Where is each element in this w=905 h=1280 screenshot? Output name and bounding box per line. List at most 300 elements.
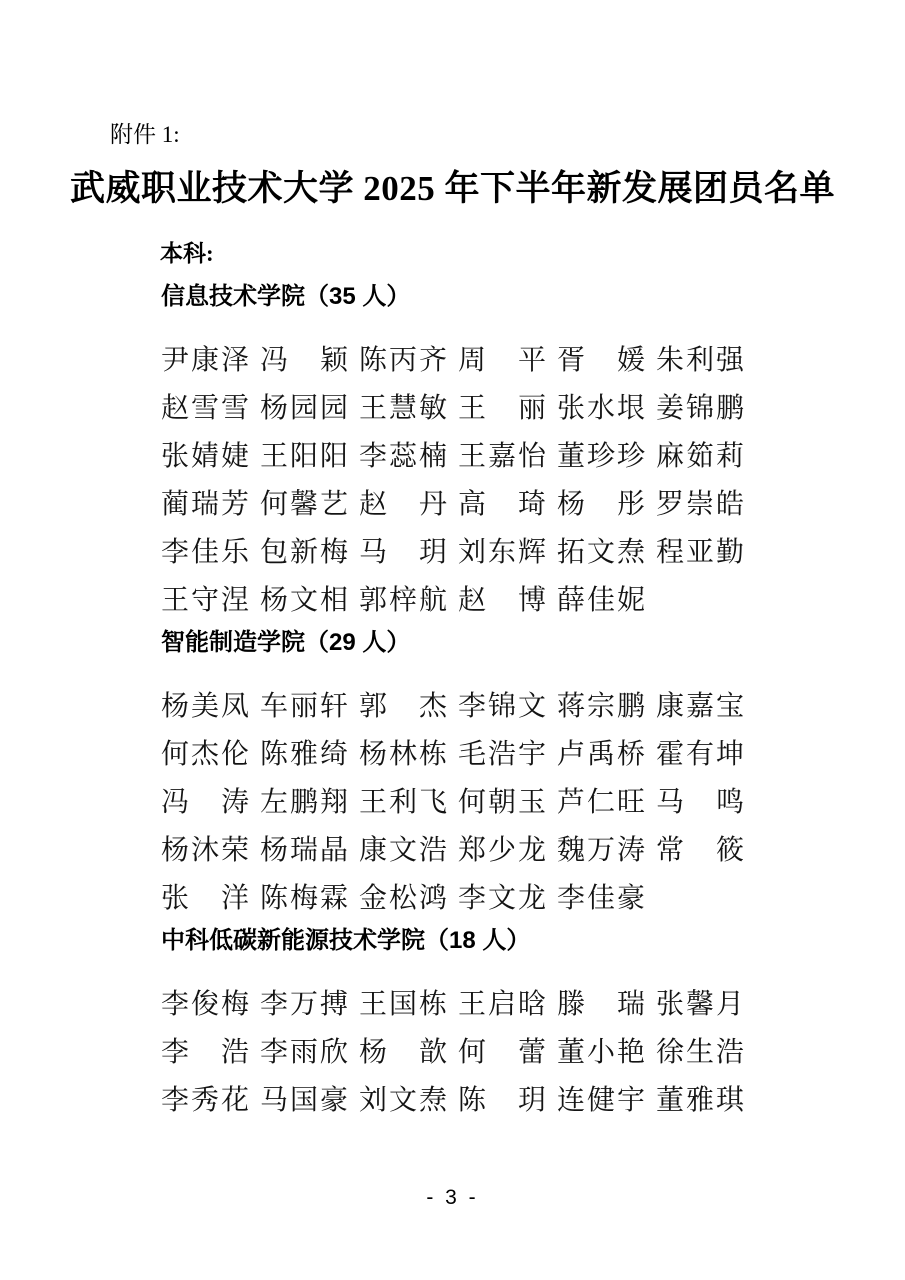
member-name: [260, 732, 348, 772]
name-char: 连: [557, 1085, 586, 1116]
member-name: [161, 780, 249, 820]
name-char: 文: [289, 585, 318, 616]
member-name: [458, 732, 546, 772]
member-name: [161, 982, 249, 1022]
member-name: [260, 780, 348, 820]
name-char: 有: [685, 739, 714, 770]
name-char: 马: [359, 537, 388, 568]
section-header: 中科低碳新能源技术学院（18 人）: [161, 927, 531, 954]
name-char: 万: [586, 835, 615, 866]
name-char: 翔: [319, 787, 348, 818]
member-name: [656, 982, 744, 1022]
name-row: [161, 478, 747, 526]
name-char: 健: [586, 1085, 615, 1116]
member-name: [656, 780, 744, 820]
name-char: 朝: [487, 787, 516, 818]
member-name: [458, 482, 546, 522]
name-char: 王: [260, 441, 289, 472]
name-char: 珍: [616, 441, 645, 472]
name-char: 晶: [319, 835, 348, 866]
name-char: 媛: [616, 345, 645, 376]
name-char: 涛: [616, 835, 645, 866]
name-char: 新: [289, 537, 318, 568]
name-char: 歆: [418, 1037, 447, 1068]
name-char: 博: [517, 585, 546, 616]
name-char: 李: [161, 537, 190, 568]
name-char: 李: [161, 989, 190, 1020]
name-char: 锦: [685, 393, 714, 424]
name-char: 筎: [685, 441, 714, 472]
name-char: 杰: [190, 739, 219, 770]
member-name: [458, 434, 546, 474]
name-char: 彤: [616, 489, 645, 520]
name-char: 雪: [220, 393, 249, 424]
name-char: 轩: [319, 691, 348, 722]
name-char: 艳: [616, 1037, 645, 1068]
name-char: 董: [557, 441, 586, 472]
member-name: [359, 732, 447, 772]
name-char: 董: [656, 1085, 685, 1116]
name-char: 滕: [557, 989, 586, 1020]
name-char: 罗: [656, 489, 685, 520]
name-char: 宇: [616, 1085, 645, 1116]
name-char: 辉: [517, 537, 546, 568]
member-name: [359, 482, 447, 522]
name-char: 航: [418, 585, 447, 616]
name-char: 陈: [260, 883, 289, 914]
member-name: [260, 530, 348, 570]
member-name: [260, 338, 348, 378]
name-char: 周: [458, 345, 487, 376]
page-number: - 3 -: [426, 1186, 479, 1209]
name-char: 齐: [418, 345, 447, 376]
name-char: 王: [161, 585, 190, 616]
name-char: 王: [458, 989, 487, 1020]
name-char: 坤: [715, 739, 744, 770]
name-row: [161, 872, 747, 920]
name-row: [161, 824, 747, 872]
name-char: 慧: [388, 393, 417, 424]
name-char: 杨: [359, 739, 388, 770]
name-char: 勤: [715, 537, 744, 568]
name-char: 拓: [557, 537, 586, 568]
name-char: 蒋: [557, 691, 586, 722]
member-name: [656, 482, 744, 522]
name-char: 莉: [715, 441, 744, 472]
member-name: [359, 1030, 447, 1070]
name-char: 王: [458, 393, 487, 424]
name-char: 东: [487, 537, 516, 568]
member-name: [656, 1030, 744, 1070]
name-row: [161, 776, 747, 824]
name-char: 郭: [359, 691, 388, 722]
name-char: 冯: [260, 345, 289, 376]
member-name: [260, 482, 348, 522]
name-char: 花: [220, 1085, 249, 1116]
member-name: [656, 530, 744, 570]
member-name: [458, 530, 546, 570]
name-char: 泽: [220, 345, 249, 376]
member-name: [458, 876, 546, 916]
name-char: 雅: [685, 1085, 714, 1116]
name-char: 鸿: [418, 883, 447, 914]
name-char: 阳: [319, 441, 348, 472]
member-name: [359, 578, 447, 618]
name-char: 程: [656, 537, 685, 568]
member-name: [359, 780, 447, 820]
name-char: 水: [586, 393, 615, 424]
member-name: [359, 386, 447, 426]
name-char: 焘: [418, 1085, 447, 1116]
name-char: 王: [359, 989, 388, 1020]
member-sections: [161, 280, 761, 1122]
member-name: [359, 684, 447, 724]
name-char: 垠: [616, 393, 645, 424]
member-name: [656, 338, 744, 378]
name-char: 康: [656, 691, 685, 722]
member-name: [260, 434, 348, 474]
name-char: 颖: [319, 345, 348, 376]
name-char: 平: [517, 345, 546, 376]
name-char: 玥: [418, 537, 447, 568]
member-name: [161, 338, 249, 378]
name-char: 芦: [557, 787, 586, 818]
name-char: 沐: [190, 835, 219, 866]
name-char: 赵: [458, 585, 487, 616]
name-char: 常: [656, 835, 685, 866]
name-char: 婕: [220, 441, 249, 472]
member-name: [656, 684, 744, 724]
name-char: 崇: [685, 489, 714, 520]
name-char: 怡: [517, 441, 546, 472]
member-name: [359, 530, 447, 570]
name-char: 鹏: [616, 691, 645, 722]
name-row: [161, 728, 747, 776]
name-char: 杨: [260, 835, 289, 866]
name-char: 张: [656, 989, 685, 1020]
member-name: [656, 732, 744, 772]
name-char: 婧: [190, 441, 219, 472]
name-char: 欣: [319, 1037, 348, 1068]
college-section: [161, 280, 761, 622]
name-char: 马: [656, 787, 685, 818]
name-char: 筱: [715, 835, 744, 866]
name-char: 秀: [190, 1085, 219, 1116]
member-name: [656, 386, 744, 426]
name-char: 文: [586, 537, 615, 568]
name-char: 嘉: [685, 691, 714, 722]
name-row: [161, 574, 747, 622]
name-char: 皓: [715, 489, 744, 520]
name-char: 李: [260, 989, 289, 1020]
name-char: 启: [487, 989, 516, 1020]
college-section: [161, 924, 761, 1122]
section-header: 信息技术学院（35 人）: [161, 283, 411, 310]
name-char: 刘: [359, 1085, 388, 1116]
name-char: 文: [487, 883, 516, 914]
member-name: [161, 530, 249, 570]
name-char: 李: [161, 1085, 190, 1116]
name-char: 梅: [289, 883, 318, 914]
name-char: 鸣: [715, 787, 744, 818]
name-char: 涛: [220, 787, 249, 818]
name-char: 李: [458, 883, 487, 914]
name-char: 瑞: [190, 489, 219, 520]
name-char: 乐: [220, 537, 249, 568]
name-row: [161, 382, 747, 430]
member-name: [161, 876, 249, 916]
name-char: 松: [388, 883, 417, 914]
name-char: 金: [359, 883, 388, 914]
member-name: [656, 434, 744, 474]
name-char: 雨: [289, 1037, 318, 1068]
member-name: [359, 434, 447, 474]
member-name: [458, 386, 546, 426]
name-char: 亚: [685, 537, 714, 568]
member-name: [458, 1078, 546, 1118]
name-char: 守: [190, 585, 219, 616]
name-row: [161, 978, 747, 1026]
member-name: [458, 828, 546, 868]
name-char: 浩: [715, 1037, 744, 1068]
member-name: [458, 780, 546, 820]
name-char: 阳: [289, 441, 318, 472]
member-name: [557, 1078, 645, 1118]
name-char: 何: [458, 1037, 487, 1068]
name-char: 搏: [319, 989, 348, 1020]
name-char: 妮: [616, 585, 645, 616]
name-char: 馨: [289, 489, 318, 520]
name-char: 月: [715, 989, 744, 1020]
name-char: 佳: [586, 883, 615, 914]
name-char: 浩: [220, 1037, 249, 1068]
page-title: 武威职业技术大学 2025 年下半年新发展团员名单: [69, 169, 835, 208]
name-row: [161, 430, 747, 478]
name-char: 刘: [458, 537, 487, 568]
member-name: [557, 578, 645, 618]
member-name: [557, 732, 645, 772]
name-char: 宗: [586, 691, 615, 722]
name-char: 宝: [715, 691, 744, 722]
member-name: [161, 578, 249, 618]
name-char: 梓: [388, 585, 417, 616]
name-char: 胥: [557, 345, 586, 376]
name-char: 禹: [586, 739, 615, 770]
level-label: 本科:: [160, 241, 214, 266]
name-char: 朱: [656, 345, 685, 376]
name-char: 飞: [418, 787, 447, 818]
name-char: 康: [190, 345, 219, 376]
name-char: 徐: [656, 1037, 685, 1068]
member-name: [656, 828, 744, 868]
name-char: 文: [388, 835, 417, 866]
name-char: 蔺: [161, 489, 190, 520]
name-char: 栋: [418, 739, 447, 770]
name-char: 浩: [487, 739, 516, 770]
name-char: 张: [161, 441, 190, 472]
name-char: 园: [289, 393, 318, 424]
name-char: 宇: [517, 739, 546, 770]
member-name: [458, 338, 546, 378]
name-char: 鹏: [289, 787, 318, 818]
name-char: 郭: [359, 585, 388, 616]
member-name: [359, 982, 447, 1022]
name-char: 杨: [260, 393, 289, 424]
name-char: 车: [260, 691, 289, 722]
name-char: 艺: [319, 489, 348, 520]
name-char: 园: [319, 393, 348, 424]
name-row: [161, 1074, 747, 1122]
name-char: 陈: [260, 739, 289, 770]
name-char: 王: [359, 393, 388, 424]
name-char: 鹏: [715, 393, 744, 424]
name-char: 梅: [319, 537, 348, 568]
name-char: 小: [586, 1037, 615, 1068]
attachment-label: 附件 1:: [110, 122, 180, 147]
member-name: [359, 828, 447, 868]
name-char: 杨: [359, 1037, 388, 1068]
name-char: 龙: [517, 835, 546, 866]
name-char: 尹: [161, 345, 190, 376]
name-char: 霍: [656, 739, 685, 770]
name-char: 陈: [359, 345, 388, 376]
member-name: [260, 982, 348, 1022]
name-char: 瑞: [289, 835, 318, 866]
name-char: 陈: [458, 1085, 487, 1116]
member-name: [557, 684, 645, 724]
name-char: 张: [161, 883, 190, 914]
name-char: 龙: [517, 883, 546, 914]
member-name: [557, 828, 645, 868]
name-char: 绮: [319, 739, 348, 770]
member-name: [260, 876, 348, 916]
name-char: 豪: [319, 1085, 348, 1116]
member-name: [161, 684, 249, 724]
member-name: [557, 1030, 645, 1070]
member-name: [359, 1078, 447, 1118]
name-char: 雅: [289, 739, 318, 770]
member-name: [260, 578, 348, 618]
name-char: 国: [388, 989, 417, 1020]
name-char: 佳: [586, 585, 615, 616]
college-section: [161, 626, 761, 920]
name-char: 文: [388, 1085, 417, 1116]
member-name: [557, 434, 645, 474]
name-char: 国: [289, 1085, 318, 1116]
member-name: [161, 386, 249, 426]
member-name: [260, 828, 348, 868]
name-char: 伦: [220, 739, 249, 770]
name-char: 锦: [487, 691, 516, 722]
name-char: 霖: [319, 883, 348, 914]
member-name: [161, 1078, 249, 1118]
member-name: [557, 338, 645, 378]
name-char: 敏: [418, 393, 447, 424]
member-name: [557, 530, 645, 570]
member-name: [557, 386, 645, 426]
name-char: 俊: [190, 989, 219, 1020]
name-char: 利: [685, 345, 714, 376]
member-name: [161, 434, 249, 474]
name-char: 涅: [220, 585, 249, 616]
name-char: 赵: [359, 489, 388, 520]
name-char: 珍: [586, 441, 615, 472]
name-char: 冯: [161, 787, 190, 818]
name-char: 杨: [161, 835, 190, 866]
name-char: 晗: [517, 989, 546, 1020]
member-name: [557, 780, 645, 820]
name-char: 浩: [418, 835, 447, 866]
member-name: [458, 578, 546, 618]
member-name: [359, 876, 447, 916]
name-char: 何: [260, 489, 289, 520]
member-name: [557, 876, 645, 916]
name-char: 旺: [616, 787, 645, 818]
member-name: [161, 732, 249, 772]
name-char: 林: [388, 739, 417, 770]
name-char: 丽: [517, 393, 546, 424]
name-char: 瑞: [616, 989, 645, 1020]
name-char: 李: [557, 883, 586, 914]
name-char: 文: [517, 691, 546, 722]
name-char: 蕊: [388, 441, 417, 472]
name-char: 嘉: [487, 441, 516, 472]
name-char: 薛: [557, 585, 586, 616]
section-header: 智能制造学院（29 人）: [161, 629, 411, 656]
name-char: 梅: [220, 989, 249, 1020]
name-char: 康: [359, 835, 388, 866]
name-char: 杨: [557, 489, 586, 520]
member-name: [458, 1030, 546, 1070]
name-char: 相: [319, 585, 348, 616]
name-row: [161, 1026, 747, 1074]
name-char: 豪: [616, 883, 645, 914]
member-name: [260, 684, 348, 724]
name-char: 毛: [458, 739, 487, 770]
member-name: [359, 338, 447, 378]
name-char: 洋: [220, 883, 249, 914]
name-char: 玉: [517, 787, 546, 818]
name-char: 少: [487, 835, 516, 866]
name-char: 楠: [418, 441, 447, 472]
name-char: 万: [289, 989, 318, 1020]
name-char: 左: [260, 787, 289, 818]
name-char: 赵: [161, 393, 190, 424]
name-char: 蕾: [517, 1037, 546, 1068]
name-char: 高: [458, 489, 487, 520]
name-char: 桥: [616, 739, 645, 770]
name-char: 佳: [190, 537, 219, 568]
name-char: 李: [458, 691, 487, 722]
name-char: 利: [388, 787, 417, 818]
name-char: 王: [359, 787, 388, 818]
name-char: 玥: [517, 1085, 546, 1116]
name-row: [161, 680, 747, 728]
name-char: 李: [161, 1037, 190, 1068]
name-char: 栋: [418, 989, 447, 1020]
name-row: [161, 334, 747, 382]
member-name: [458, 684, 546, 724]
name-char: 郑: [458, 835, 487, 866]
name-char: 卢: [557, 739, 586, 770]
name-char: 杰: [418, 691, 447, 722]
name-char: 魏: [557, 835, 586, 866]
name-char: 芳: [220, 489, 249, 520]
name-char: 何: [458, 787, 487, 818]
name-char: 包: [260, 537, 289, 568]
name-char: 生: [685, 1037, 714, 1068]
name-char: 姜: [656, 393, 685, 424]
